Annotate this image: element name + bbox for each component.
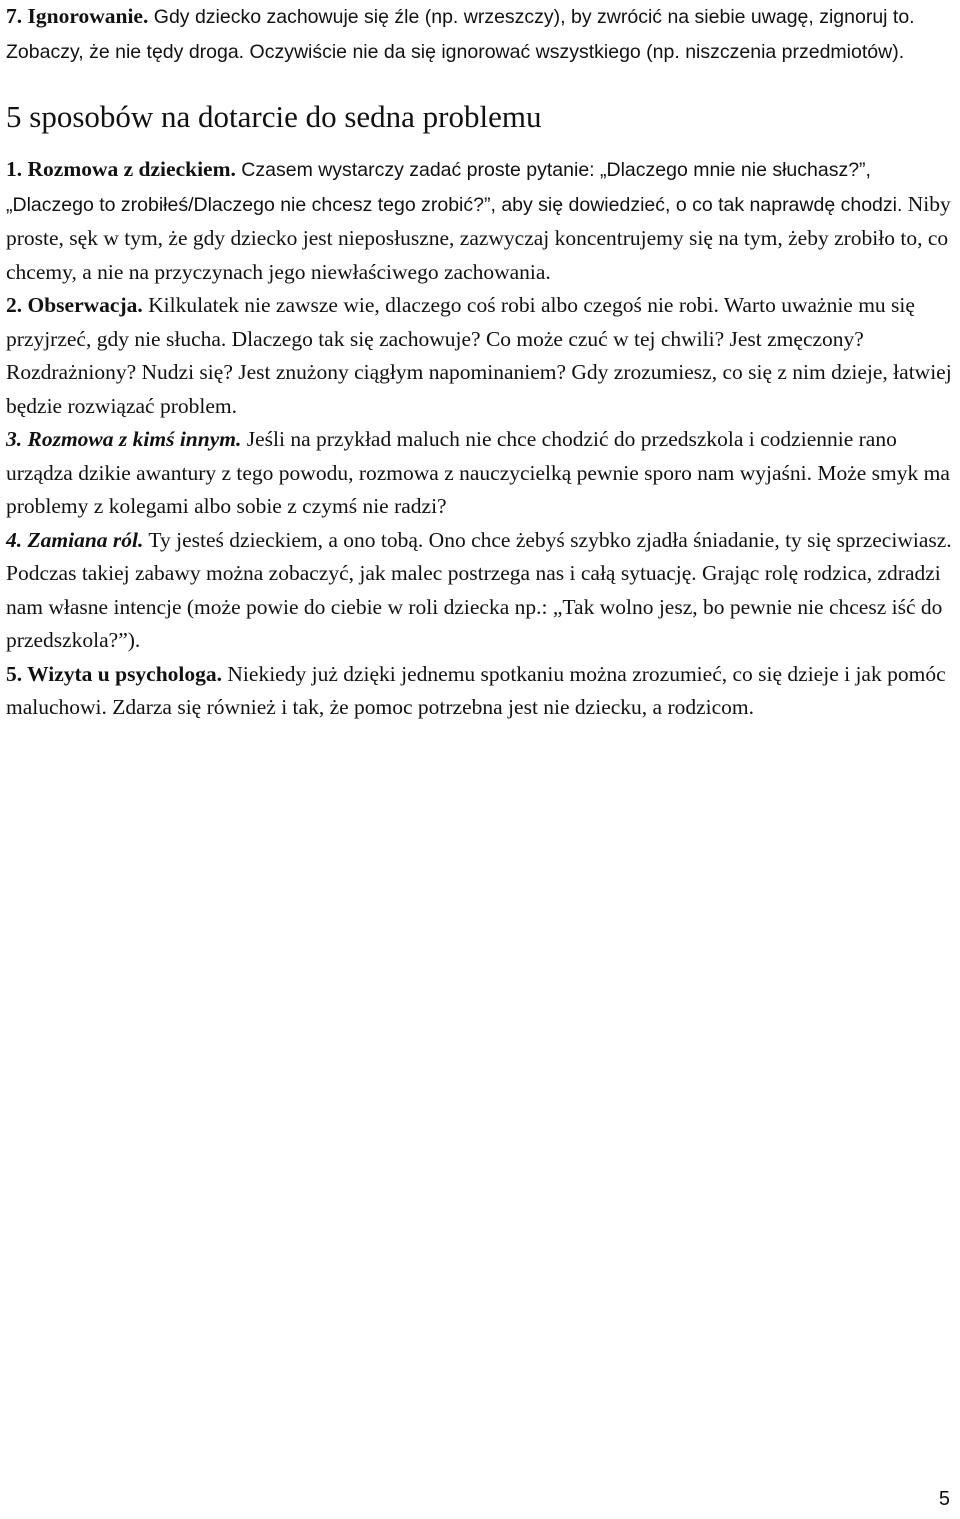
item-5-label: 5. Wizyta u psychologa. (6, 661, 223, 686)
intro-label: 7. Ignorowanie. (6, 4, 149, 28)
item-1-text-sans: Czasem wystarczy zadać proste pytanie: „Dlaczego mnie nie słuchasz?”, „Dlaczego to zrobiłeś/Dlaczego nie chcesz tego zrobić?”, aby się dowiedzieć, o co tak naprawdę chodzi. (6, 159, 903, 216)
item-3-label: 3. Rozmowa z kimś innym. (6, 427, 242, 451)
item-5-paragraph (6, 658, 954, 725)
section-heading: 5 sposobów na dotarcie do sedna problemu (6, 99, 542, 134)
item-4-paragraph (6, 524, 954, 658)
item-4-label: 4. Zamiana ról. (6, 527, 144, 552)
item-1-label: 1. Rozmowa z dzieckiem. (6, 157, 236, 181)
item-4-text: Ty jesteś dzieckiem, a ono tobą. Ono chce żebyś szybko zjadła śniadanie, ty się sprzeciwiasz. Podczas takiej zabawy można zobaczyć, jak malec postrzega nas i całą sytuację. Grając rolę rodzica, zdradzi nam własne intencje (może powie do ciebie w roli dziecka np.: „Tak wolno jesz, bo pewnie nie chcesz iść do przedszkola?”). (6, 527, 952, 652)
page-number: 5 (938, 1488, 950, 1510)
item-3-text: Jeśli na przykład maluch nie chce chodzić do przedszkola i codziennie rano urządza dzikie awantury z tego powodu, rozmowa z nauczycielką pewnie sporo nam wyjaśni. Może smyk ma problemy z kolegami albo sobie z czymś nie radzi? (6, 427, 950, 518)
item-2-text: Kilkulatek nie zawsze wie, dlaczego coś robi albo czegoś nie robi. Warto uważnie mu się przyjrzeć, gdy nie słucha. Dlaczego tak się zachowuje? Co może czuć w tej chwili? Jest zmęczony? Rozdrażniony? Nudzi się? Jest znużony ciągłym napominaniem? Gdy zrozumiesz, co się z nim dzieje, łatwiej będzie rozwiązać problem. (6, 293, 952, 418)
intro-paragraph (6, 0, 954, 69)
item-2-paragraph (6, 289, 954, 423)
item-1-text: Niby proste, sęk w tym, że gdy dziecko jest nieposłuszne, zazwyczaj koncentrujemy się na tym, żeby zrobiło to, co chcemy, a nie na przyczynach jego niewłaściwego zachowania. (6, 191, 951, 284)
item-3-paragraph (6, 423, 954, 524)
document-page (6, 0, 954, 725)
intro-text: Gdy dziecko zachowuje się źle (np. wrzeszczy), by zwrócić na siebie uwagę, zignoruj to. Zobaczy, że nie tędy droga. Oczywiście nie da się ignorować wszystkiego (np. niszczenia przedmiotów). (6, 6, 915, 63)
item-1-paragraph (6, 153, 954, 289)
item-2-label: 2. Obserwacja. (6, 293, 143, 317)
item-5-text: Niekiedy już dzięki jednemu spotkaniu można zrozumieć, co się dzieje i jak pomóc maluchowi. Zdarza się również i tak, że pomoc potrzebna jest nie dziecku, a rodzicom. (6, 661, 946, 719)
